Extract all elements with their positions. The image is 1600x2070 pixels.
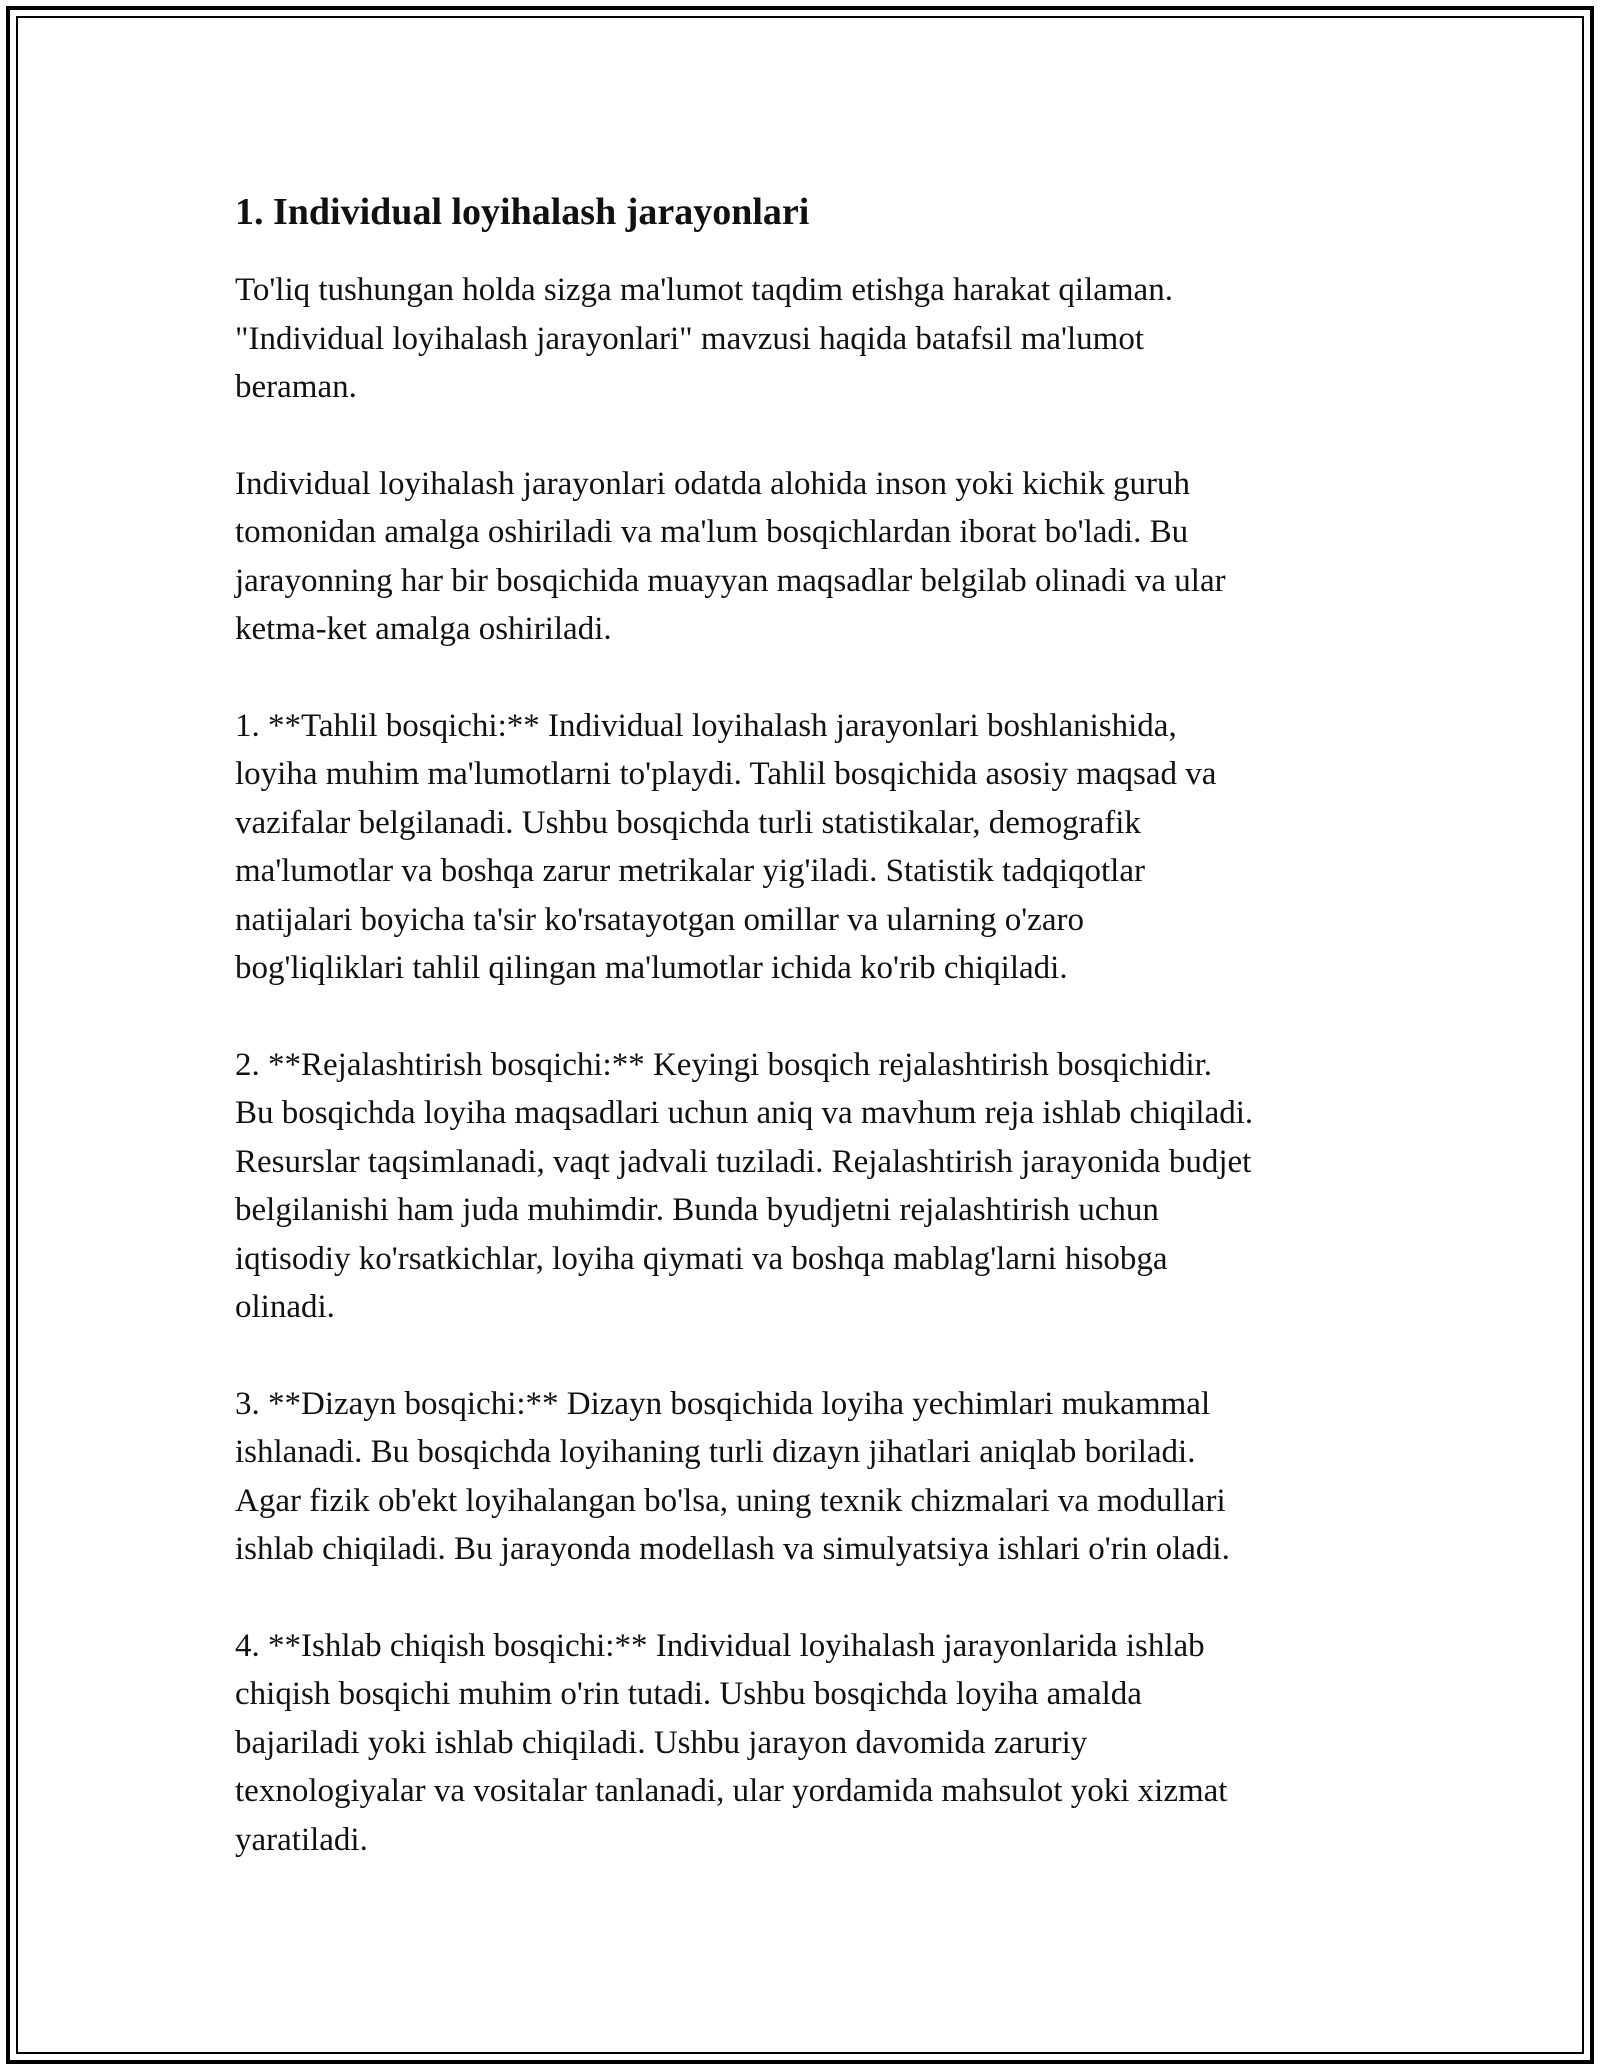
paragraph-intro: To'liq tushungan holda sizga ma'lumot taqdim etishga harakat qilaman. "Individual loyihalash jarayonlari" mavzusi haqida batafsil ma'lumot beraman. — [235, 272, 1173, 405]
document-body — [235, 188, 1385, 1912]
paragraph-development-stage: 4. **Ishlab chiqish bosqichi:** Individual loyihalash jarayonlarida ishlab chiqish bosqichi muhim o'rin tutadi. Ushbu bosqichda loyiha amalda bajariladi yoki ishlab chiqiladi. Ushbu jarayon davomida zaruriy texnologiyalar va vositalar tanlanadi, ular yordamida mahsulot yoki xizmat yaratiladi. — [235, 1627, 1228, 1858]
document-title: 1. Individual loyihalash jarayonlari — [235, 191, 810, 233]
paragraph-planning-stage: 2. **Rejalashtirish bosqichi:** Keyingi bosqich rejalashtirish bosqichidir. Bu bosqichda loyiha maqsadlari uchun aniq va mavhum reja ishlab chiqiladi. Resurslar taqsimlanadi, vaqt jadvali tuziladi. Rejalashtirish jarayonida budjet belgilanishi ham juda muhimdir. Bunda byudjetni rejalashtirish uchun iqtisodiy ko'rsatkichlar, loyiha qiymati va boshqa mablag'larni hisobga olinadi. — [235, 1046, 1254, 1325]
paragraph-analysis-stage: 1. **Tahlil bosqichi:** Individual loyihalash jarayonlari boshlanishida, loyiha muhim ma'lumotlarni to'playdi. Tahlil bosqichida asosiy maqsad va vazifalar belgilanadi. Ushbu bosqichda turli statistikalar, demografik ma'lumotlar va boshqa zarur metrikalar yig'iladi. Statistik tadqiqotlar natijalari boyicha ta'sir ko'rsatayotgan omillar va ularning o'zaro bog'liqliklari tahlil qilingan ma'lumotlar ichida ko'rib chiqiladi. — [235, 707, 1217, 986]
paragraph-overview: Individual loyihalash jarayonlari odatda alohida inson yoki kichik guruh tomonidan amalga oshiriladi va ma'lum bosqichlardan iborat bo'ladi. Bu jarayonning har bir bosqichida muayyan maqsadlar belgilab olinadi va ular ketma-ket amalga oshiriladi. — [235, 465, 1226, 647]
paragraph-design-stage: 3. **Dizayn bosqichi:** Dizayn bosqichida loyiha yechimlari mukammal ishlanadi. Bu bosqichda loyihaning turli dizayn jihatlari aniqlab boriladi. Agar fizik ob'ekt loyihalangan bo'lsa, uning texnik chizmalari va modullari ishlab chiqiladi. Bu jarayonda modellash va simulyatsiya ishlari o'rin oladi. — [235, 1385, 1230, 1567]
